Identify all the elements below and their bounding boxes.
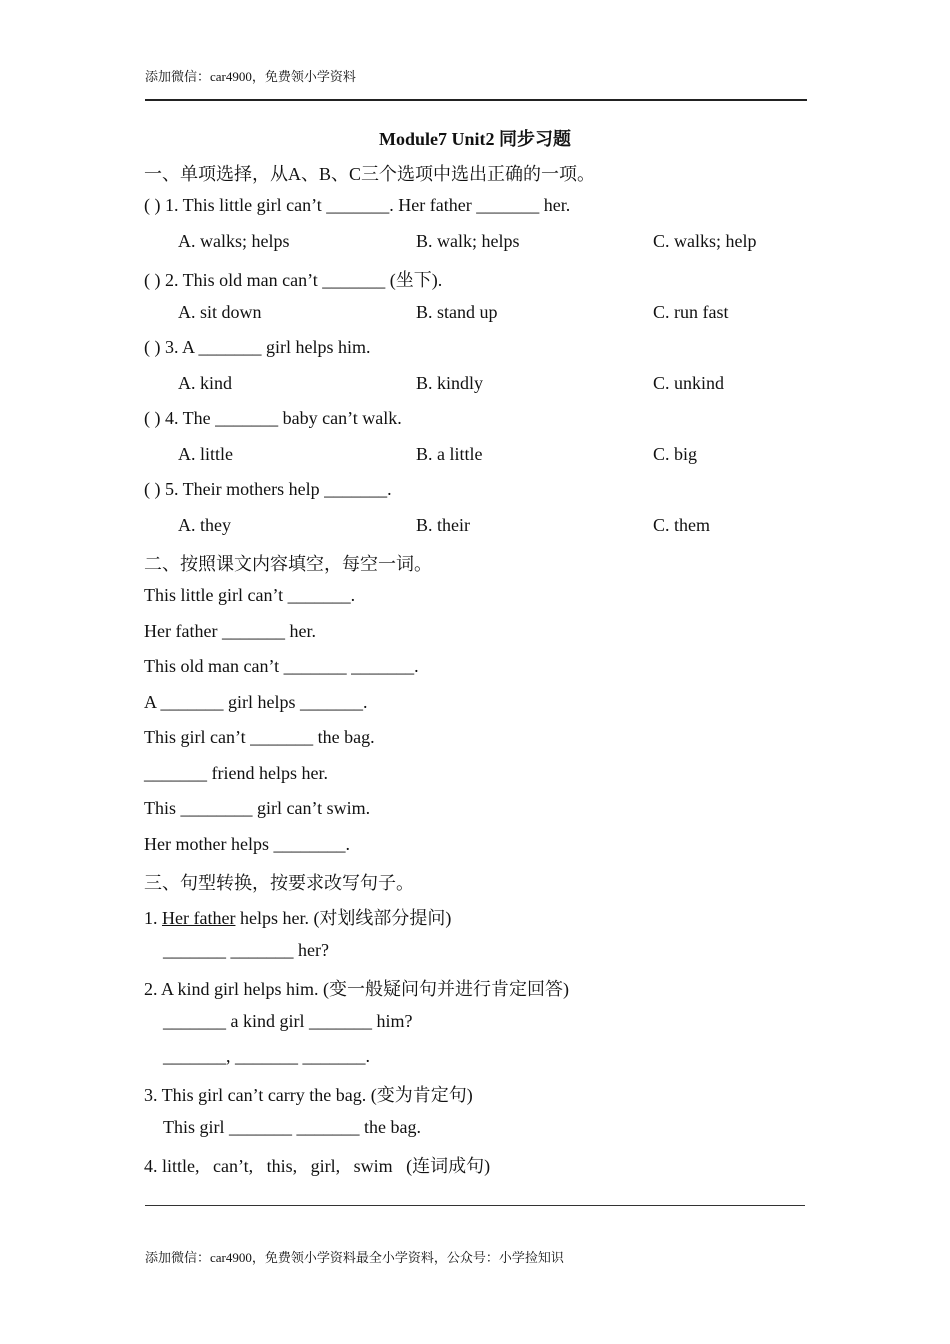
fill-line-4: A _______ girl helps _______.	[144, 692, 368, 712]
mc-q2-option-a: A. sit down	[178, 302, 262, 322]
q1-number: 1.	[144, 908, 162, 928]
mc-q1-option-c: C. walks; help	[653, 231, 757, 251]
q2-answer-line-2: _______, _______ _______.	[163, 1046, 370, 1066]
transform-question-3: 3. This girl can’t carry the bag. (变为肯定句)	[144, 1085, 473, 1105]
header-text: 添加微信：car4900，免费领小学资料	[145, 69, 356, 84]
q1-answer-line: _______ _______ her?	[163, 940, 329, 960]
transform-question-4: 4. little, can’t, this, girl, swim (连词成句)	[144, 1156, 491, 1176]
mc-question-4: ( ) 4. The _______ baby can’t walk.	[144, 408, 402, 428]
section1-heading: 一、单项选择，从A、B、C三个选项中选出正确的一项。	[144, 164, 596, 184]
section2-heading: 二、按照课文内容填空，每空一词。	[144, 554, 432, 574]
mc-q5-option-b: B. their	[416, 515, 470, 535]
fill-line-5: This girl can’t _______ the bag.	[144, 727, 375, 747]
mc-q3-option-a: A. kind	[178, 373, 232, 393]
mc-question-3: ( ) 3. A _______ girl helps him.	[144, 337, 371, 357]
mc-q4-option-c: C. big	[653, 444, 698, 464]
section3-heading: 三、句型转换，按要求改写句子。	[144, 873, 414, 893]
mc-q4-option-a: A. little	[178, 444, 233, 464]
mc-q3-option-c: C. unkind	[653, 373, 725, 393]
fill-line-8: Her mother helps ________.	[144, 834, 350, 854]
fill-line-7: This ________ girl can’t swim.	[144, 798, 371, 818]
q1-underlined-phrase: Her father	[162, 908, 236, 928]
q4-answer-rule	[145, 1205, 805, 1206]
mc-q4-option-b: B. a little	[416, 444, 483, 464]
fill-line-1: This little girl can’t _______.	[144, 585, 356, 605]
q1-instruction: helps her. (对划线部分提问)	[235, 908, 452, 928]
fill-line-2: Her father _______ her.	[144, 621, 316, 641]
mc-question-2: ( ) 2. This old man can’t _______ (坐下).	[144, 270, 443, 290]
q3-answer-line: This girl _______ _______ the bag.	[163, 1117, 421, 1137]
mc-question-1: ( ) 1. This little girl can’t _______. Her father _______ her.	[144, 195, 571, 215]
mc-q2-option-c: C. run fast	[653, 302, 729, 322]
mc-q1-option-a: A. walks; helps	[178, 231, 290, 251]
mc-q1-option-b: B. walk; helps	[416, 231, 520, 251]
mc-q5-option-c: C. them	[653, 515, 710, 535]
mc-q3-option-b: B. kindly	[416, 373, 484, 393]
mc-q2-option-b: B. stand up	[416, 302, 498, 322]
transform-question-1	[144, 904, 451, 930]
fill-line-6: _______ friend helps her.	[144, 763, 328, 783]
q2-answer-line-1: _______ a kind girl _______ him?	[163, 1011, 413, 1031]
mc-q5-option-a: A. they	[178, 515, 231, 535]
footer-text: 添加微信：car4900，免费领小学资料最全小学资料，公众号：小学捡知识	[145, 1250, 564, 1265]
transform-question-2: 2. A kind girl helps him. (变一般疑问句并进行肯定回答)	[144, 979, 569, 999]
fill-line-3: This old man can’t _______ _______.	[144, 656, 419, 676]
mc-question-5: ( ) 5. Their mothers help _______.	[144, 479, 392, 499]
page-title: Module7 Unit2 同步习题	[378, 129, 571, 149]
header-divider	[145, 99, 807, 101]
